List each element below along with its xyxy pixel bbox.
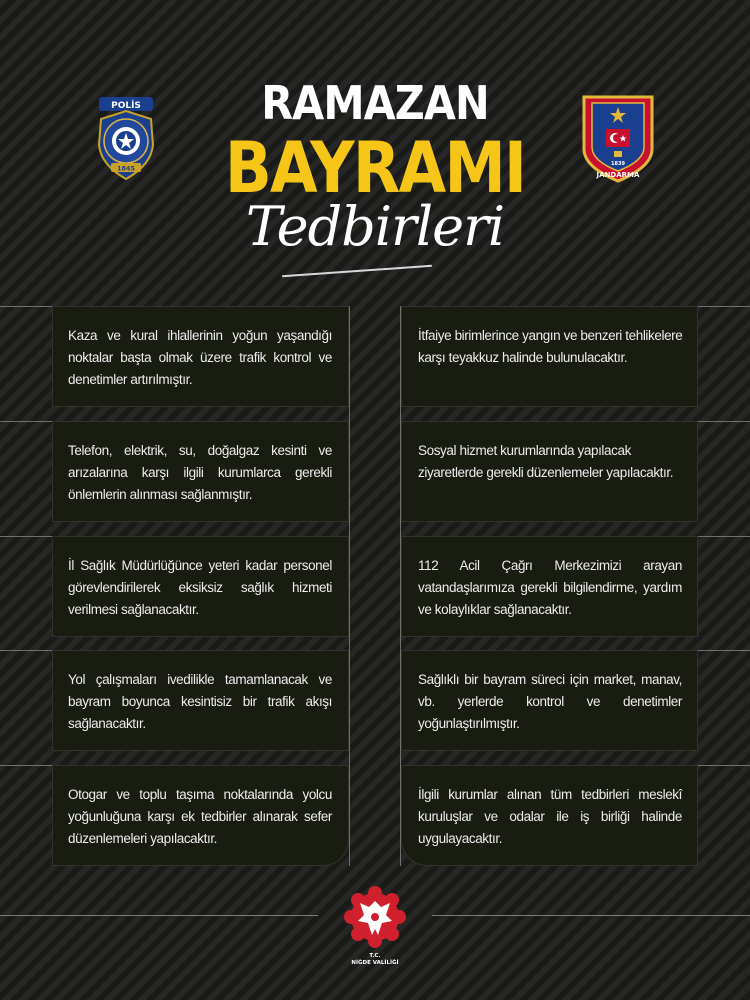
- measure-text: İl Sağlık Müdürlüğünce yeteri kadar personel görevlendirilerek eksiksiz sağlık hizmeti verilmesi sağlanacaktır.: [68, 558, 332, 617]
- police-top-text: POLİS: [111, 101, 141, 111]
- measure-text: Yol çalışmaları ivedilikle tamamlanacak ve bayram boyunca kesintisiz bir trafik akışı sağlanacaktır.: [68, 672, 332, 731]
- footer-line-left: [0, 915, 318, 916]
- police-badge-icon: [93, 93, 159, 183]
- title-ramazan: RAMAZAN: [261, 76, 489, 130]
- title-tedbirleri: Tedbirleri: [245, 195, 505, 258]
- jandarma-logo: [580, 93, 656, 183]
- title-bayrami: BAYRAMI: [224, 127, 526, 209]
- gendarmerie-shield-icon: [580, 93, 656, 183]
- footer-line-right: [432, 915, 750, 916]
- jandarma-year: 1839: [611, 161, 625, 167]
- valilik-logo: [340, 885, 410, 967]
- measure-text: Kaza ve kural ihlallerinin yoğun yaşandığı noktalar başta olmak üzere trafik kontrol ve denetimler artırılmıştır.: [68, 328, 332, 387]
- measure-text: Otogar ve toplu taşıma noktalarında yolcu yoğunluğuna karşı ek tedbirler alınarak sefer düzenlemeleri yapılacaktır.: [68, 787, 332, 846]
- police-logo: [93, 93, 159, 183]
- measure-text: İlgili kurumlar alınan tüm tedbirleri meslekî kuruluşlar ve odalar ile iş birliği halinde uygulayacaktır.: [418, 787, 682, 846]
- measure-text: 112 Acil Çağrı Merkezimizi arayan vatandaşlarımıza gerekli bilgilendirme, yardım ve kolaylıklar sağlanacaktır.: [418, 558, 682, 617]
- divider-line: [349, 306, 350, 866]
- measure-text: Telefon, elektrik, su, doğalgaz kesinti ve arızalarına karşı ilgili kurumlarca gerekli önlemlerin alınması sağlanmıştır.: [68, 443, 332, 502]
- measure-text: Sağlıklı bir bayram süreci için market, manav, vb. yerlerde kontrol ve denetimler yoğunlaştırılmıştır.: [418, 672, 682, 731]
- police-year: 1845: [116, 164, 136, 173]
- script-underline: [282, 265, 432, 277]
- double-headed-eagle-icon: [340, 885, 410, 967]
- jandarma-bottom-text: JANDARMA: [596, 171, 640, 179]
- valilik-tc: T.C.: [369, 953, 381, 959]
- measure-text: Sosyal hizmet kurumlarında yapılacak ziyaretlerde gerekli düzenlemeler yapılacaktır.: [418, 443, 674, 480]
- valilik-name: NİĞDE VALİLİĞİ: [351, 960, 399, 966]
- measure-text: İtfaiye birimlerince yangın ve benzeri tehlikelere karşı teyakkuz halinde bulunulacaktır.: [418, 328, 683, 365]
